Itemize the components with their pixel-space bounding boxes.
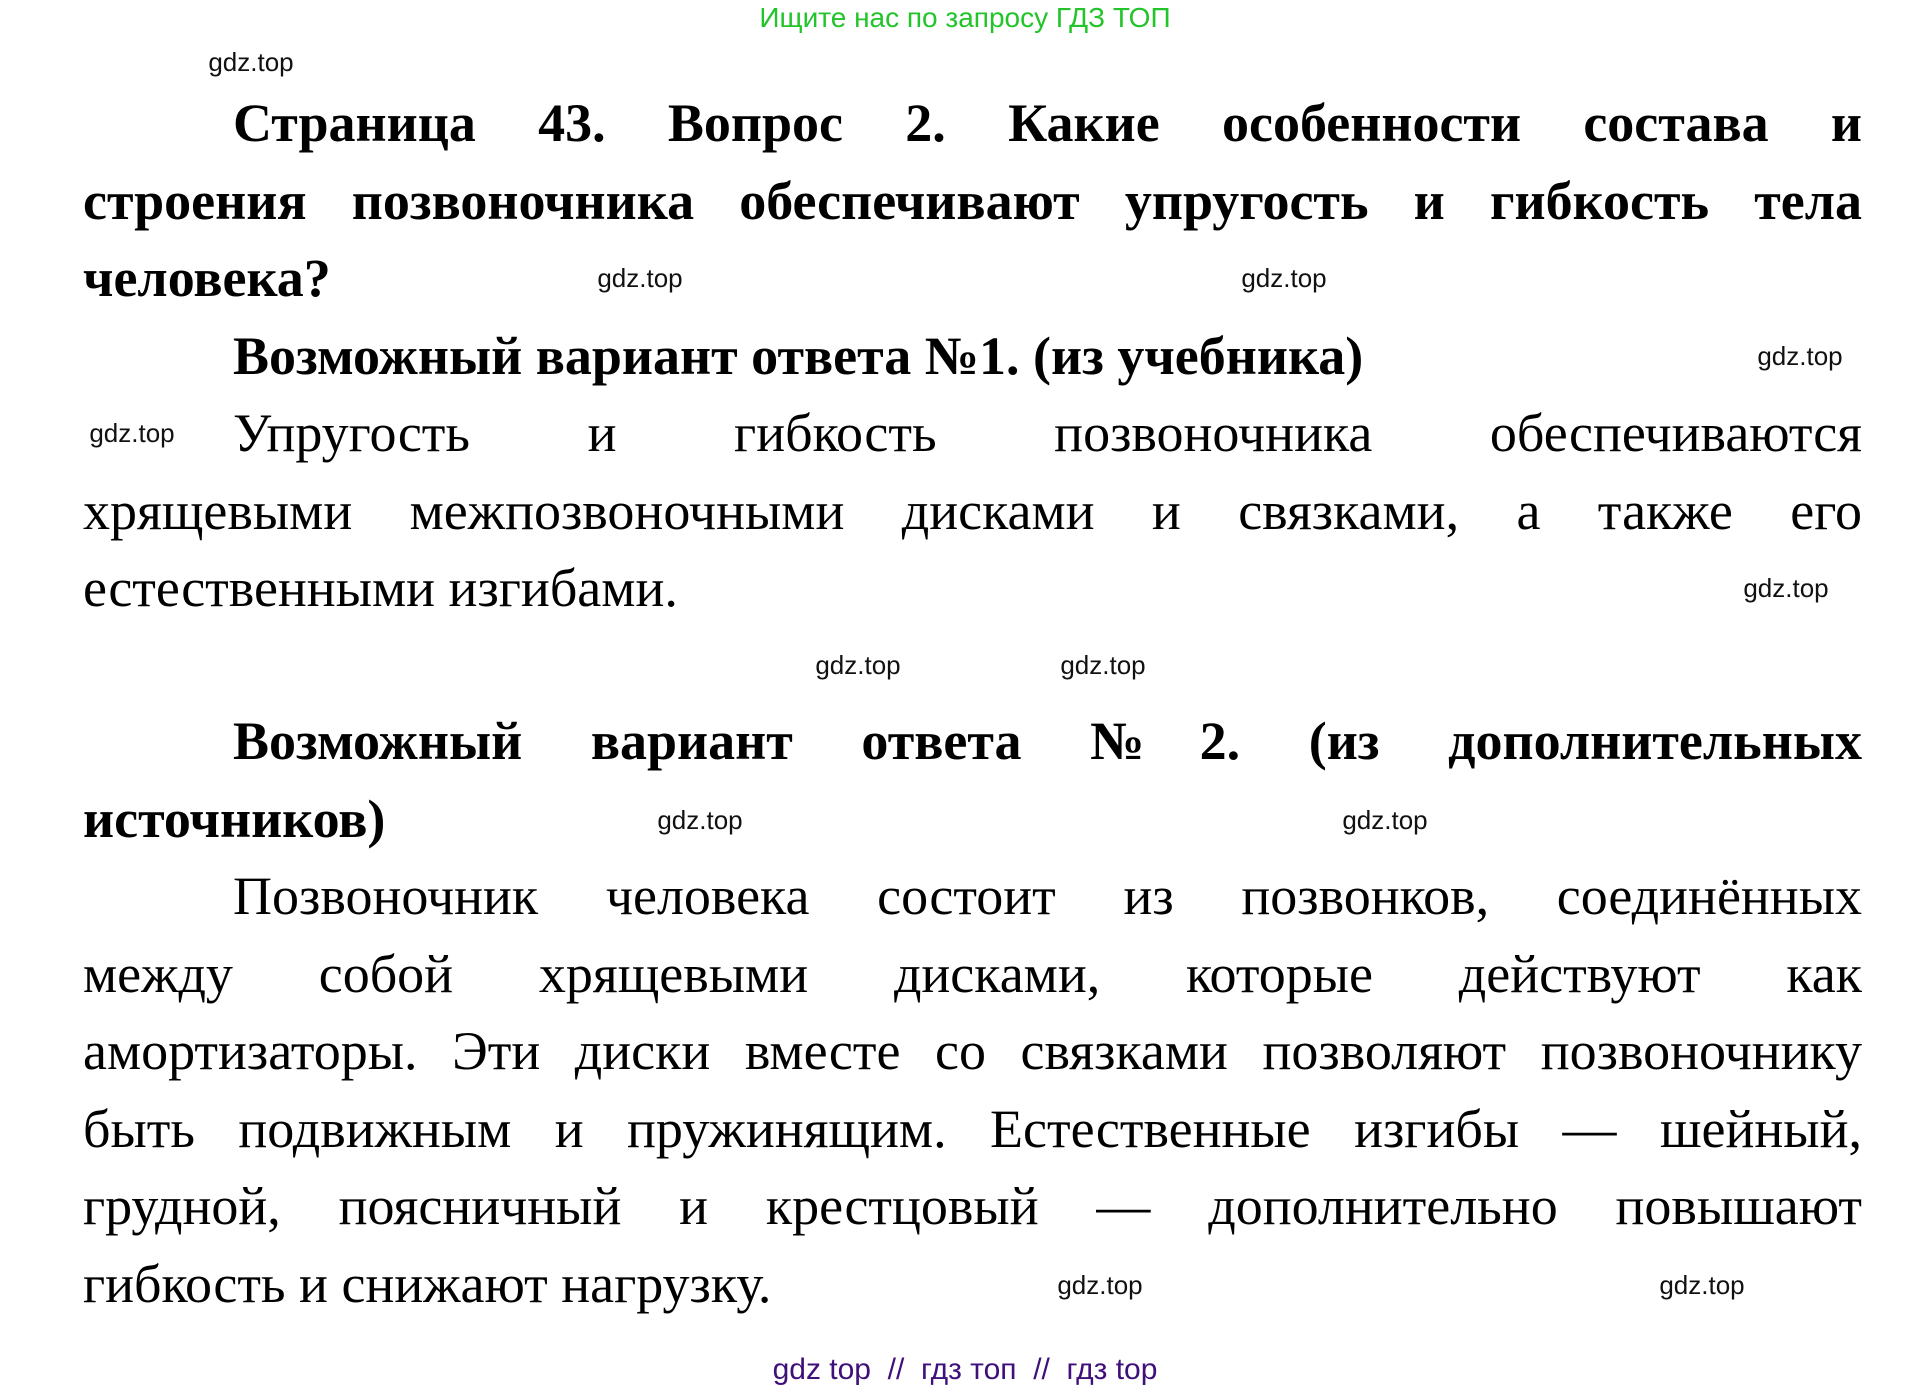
watermark: gdz.top (1057, 1270, 1143, 1300)
footer-links: gdz top // гдз топ // гдз top (772, 1353, 1158, 1386)
watermark: gdz.top (89, 418, 175, 448)
answer-2-line: между собой хрящевыми дисками, которые действуют как (83, 943, 1862, 1004)
watermark: gdz.top (1743, 573, 1829, 603)
answer-1-line: Упругость и гибкость позвоночника обеспечиваются (233, 403, 1862, 463)
answer-2-line: быть подвижным и пружинящим. Естественные изгибы — шейный, (83, 1098, 1862, 1159)
question-line: Страница 43. Вопрос 2. Какие особенности состава и (233, 93, 1862, 153)
answer-2-line: грудной, поясничный и крестцовый — дополнительно повышают (83, 1176, 1862, 1236)
answer-2-heading: источников) (83, 788, 386, 849)
watermark: gdz.top (1342, 805, 1428, 835)
question-line: человека? (83, 248, 331, 308)
watermark: gdz.top (1241, 263, 1327, 293)
watermark: gdz.top (597, 263, 683, 293)
question-line: строения позвоночника обеспечивают упругость и гибкость тела (83, 170, 1862, 231)
answer-1-line: естественными изгибами. (83, 558, 678, 618)
search-hint-banner: Ищите нас по запросу ГДЗ ТОП (759, 2, 1171, 33)
watermark: gdz.top (657, 805, 743, 835)
answer-1-line: хрящевыми межпозвоночными дисками и связками, а также его (83, 480, 1862, 541)
watermark: gdz.top (1757, 341, 1843, 371)
watermark: gdz.top (815, 650, 901, 680)
answer-2-line: амортизаторы. Эти диски вместе со связками позволяют позвоночнику (83, 1021, 1862, 1081)
answer-2-line: Позвоночник человека состоит из позвонков, соединённых (233, 866, 1862, 926)
answer-2-line: гибкость и снижают нагрузку. (83, 1253, 772, 1314)
watermark: gdz.top (208, 47, 294, 77)
answer-1-heading: Возможный вариант ответа №1. (из учебника) (233, 325, 1364, 386)
answer-2 (83, 703, 1862, 1323)
question-and-answer-1 (83, 85, 1862, 628)
watermark: gdz.top (1659, 1270, 1745, 1300)
watermark: gdz.top (1060, 650, 1146, 680)
answer-2-heading: Возможный вариант ответа №2. (из дополнительных (233, 711, 1862, 771)
